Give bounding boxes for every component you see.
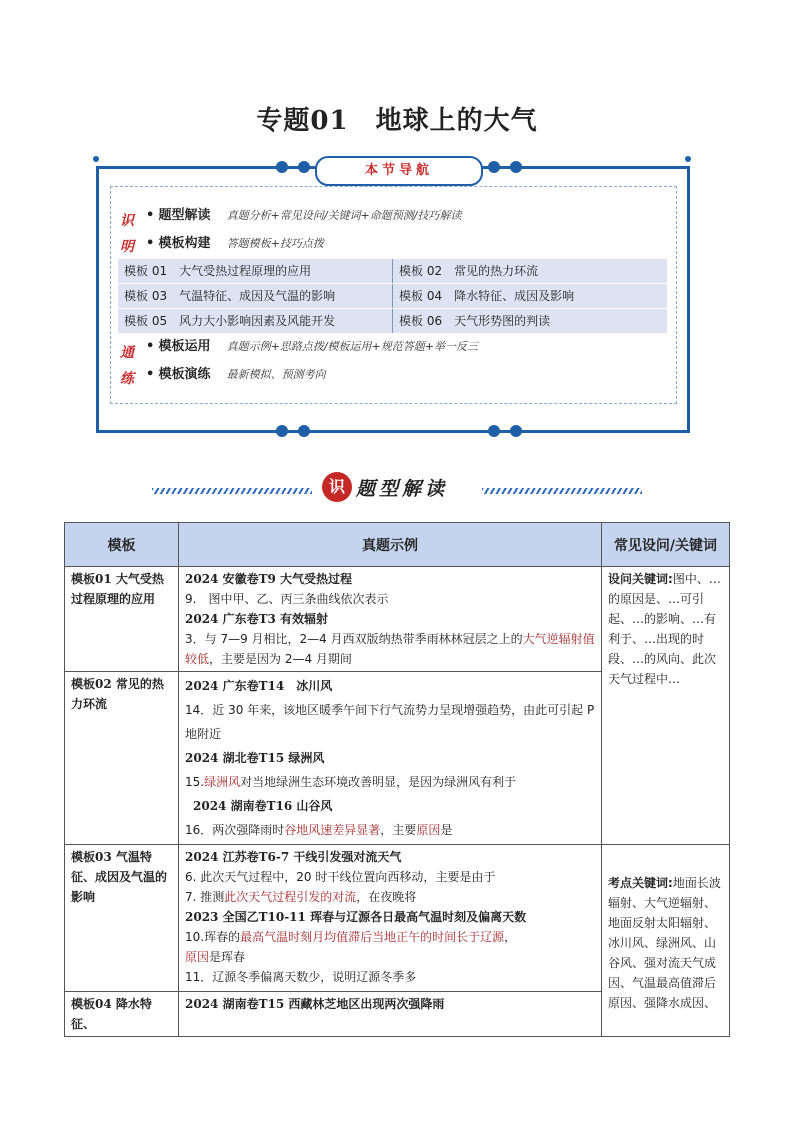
side-char: 通 [120,345,134,361]
question-text: 3．与 7—9 月相比，2—4 月西双版纳热带季雨林林冠层之上的 [185,632,523,646]
question-text: 对当地绿洲生态环境改善明显，是因为绿洲风有利于 [240,775,517,789]
table-row [65,567,730,672]
exam-question [185,770,595,794]
template-table [64,522,730,1037]
decor-dot [93,156,99,162]
decor-dot [510,161,522,173]
keyword-label: 考点关键词: [608,876,673,890]
table-header-cell: 真题示例 [179,523,602,567]
decor-dot [510,425,522,437]
nav-left-border [96,166,99,433]
exam-question: 6. 此次天气过程中，20 时干线位置向西移动，主要是由于 [185,870,496,884]
decor-dot [298,425,310,437]
nav-item-desc: 答题模板+技巧点拨 [226,237,324,250]
decor-dot [685,156,691,162]
keyword-highlight: 原因 [416,823,441,837]
bullet-icon: • [146,339,155,354]
exam-source: 2024 湖南卷T16 山谷风 [193,799,333,813]
question-text: 16．两次强降雨时 [185,823,285,837]
exam-question [185,927,595,947]
template-link[interactable]: 模板 02 常见的热力环流 [393,259,667,283]
question-text: ， [504,930,517,944]
exam-source: 2024 江苏卷T6-7 干线引发强对流天气 [185,850,402,864]
side-char: 明 [120,239,134,255]
keyword-highlight: 大气逆辐射值较低 [185,632,595,666]
exam-source: 2023 全国乙T10-11 珲春与辽源各日最高气温时刻及偏离天数 [185,910,527,924]
example-cell [179,992,602,1037]
question-text: ，主要 [380,823,417,837]
template-row [118,309,667,333]
keyword-highlight: 此次天气过程引发的对流 [224,890,357,904]
keyword-text: 地面长波辐射、大气逆辐射、地面反射太阳辐射、冰川风、绿洲风、山谷风、强对流天气成因、气温最高值滞后原因、强降水成因、 [608,876,721,1010]
question-text: ，在夜晚将 [356,890,417,904]
example-cell [179,567,602,672]
template-row [118,259,667,283]
side-char: 识 [120,213,134,229]
banner-heading: 题型解读 [356,478,449,500]
template-name-cell: 模板01 大气受热过程原理的应用 [65,567,179,672]
question-text: 10.珲春的 [185,930,241,944]
nav-item-name: 模板构建 [158,236,211,251]
exam-source: 2024 广东卷T3 有效辐射 [185,612,329,626]
banner-stripe [482,488,642,494]
exam-source: 2024 湖北卷T15 绿洲风 [185,751,325,765]
table-header-cell: 模板 [65,523,179,567]
nav-item-desc: 最新模拟、预测考向 [226,368,326,381]
page-title: 专题01 地球上的大气 [256,106,538,136]
template-name-cell: 模板04 降水特征、 [65,992,179,1037]
nav-right-border [687,166,690,433]
nav-item-mo-ban-yun-yong[interactable] [146,335,478,354]
template-link[interactable]: 模板 03 气温特征、成因及气温的影响 [118,284,393,308]
keyword-highlight: 最高气温时刻月均值滞后当地正午的时间长于辽源 [240,930,505,944]
banner-stripe [152,488,312,494]
table-header-cell: 常见设问/关键词 [602,523,730,567]
keyword-highlight: 绿洲风 [204,775,241,789]
template-name-cell: 模板03 气温特征、成因及气温的影响 [65,845,179,992]
template-link[interactable]: 模板 05 风力大小影响因素及风能开发 [118,309,393,333]
side-char: 练 [120,371,134,387]
bullet-icon: • [146,208,155,223]
exam-source: 2024 湖南卷T15 西藏林芝地区出现两次强降雨 [185,997,445,1011]
question-text: 15. [185,775,205,789]
question-text: ，主要是因为 2—4 月期间 [209,652,352,666]
question-text: 是珲春 [209,950,246,964]
template-link[interactable]: 模板 06 天气形势图的判读 [393,309,667,333]
decor-dot [276,425,288,437]
exam-question [185,947,595,967]
exam-question: 11．辽源冬季偏离天数少，说明辽源冬季多 [185,970,417,984]
exam-source: 2024 安徽卷T9 大气受热过程 [185,572,353,586]
template-link[interactable]: 模板 01 大气受热过程原理的应用 [118,259,393,283]
nav-item-desc: 真题示例+思路点拨/模板运用+规范答题+举一反三 [226,340,478,353]
keyword-text: 图中、…的原因是、…可引起、…的影响、…有利于、…出现的时段、…的风向、此次天气过程中… [608,572,721,686]
nav-item-desc: 真题分析+常见设问/关键词+命题预测/技巧解读 [226,209,462,222]
question-text: 是 [440,823,453,837]
table-header-row [65,523,730,567]
exam-question: 14．近 30 年来，该地区暖季午间下行气流势力呈现增强趋势，由此可引起 P 地附近 [185,703,595,741]
nav-item-name: 模板运用 [158,339,211,354]
nav-item-ti-xing[interactable] [146,204,461,223]
keyword-highlight: 原因 [185,950,210,964]
decor-dot [298,161,310,173]
exam-source: 2024 广东卷T14 冰川风 [185,679,333,693]
keyword-highlight: 谷地风速差异显著 [284,823,381,837]
example-cell [179,845,602,992]
table-row [65,845,730,992]
nav-item-mo-ban-yan-lian[interactable] [146,363,326,382]
question-text: 7. 推测 [185,890,225,904]
nav-label: 本节导航 [315,156,483,186]
nav-item-name: 题型解读 [158,208,211,223]
decor-dot [276,161,288,173]
keyword-cell [602,845,730,1037]
template-link[interactable]: 模板 04 降水特征、成因及影响 [393,284,667,308]
bullet-icon: • [146,367,155,382]
bullet-icon: • [146,236,155,251]
nav-item-name: 模板演练 [158,367,211,382]
keyword-label: 设问关键词: [608,572,673,586]
exam-question [185,818,595,842]
example-cell [179,672,602,845]
exam-question: 9. 图中甲、乙、丙三条曲线依次表示 [185,592,389,606]
decor-dot [488,161,500,173]
template-name-cell: 模板02 常见的热力环流 [65,672,179,845]
banner-badge-icon: 识 [322,472,352,502]
keyword-cell [602,567,730,845]
decor-dot [488,425,500,437]
template-row [118,284,667,308]
nav-item-mo-ban-gou-jian[interactable] [146,232,324,251]
exam-question [185,887,595,907]
nav-bottom-border [96,430,690,433]
exam-question [185,629,595,669]
template-grid [118,259,667,334]
